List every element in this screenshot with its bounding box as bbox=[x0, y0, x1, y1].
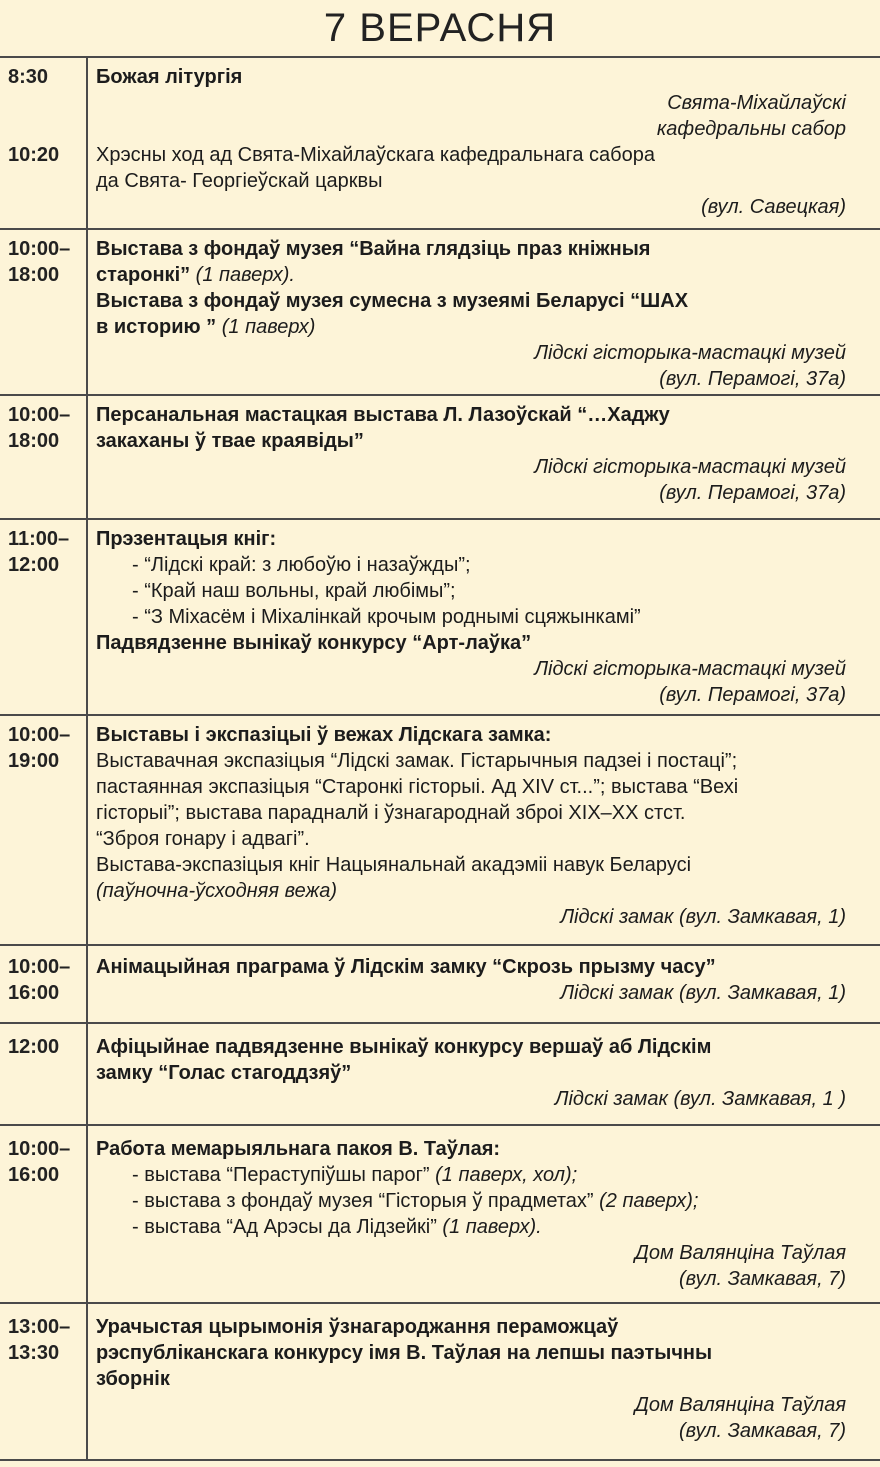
event-time: 10:00– 18:00 bbox=[8, 404, 71, 452]
event-content bbox=[96, 402, 846, 506]
event-row-taulay-award bbox=[0, 1304, 880, 1461]
event-content bbox=[96, 1034, 846, 1112]
event-content bbox=[96, 526, 846, 708]
event-title: Анімацыйная праграма ў Лідскім замку “Скрозь прызму часу” bbox=[96, 956, 716, 978]
event-time: 11:00– 12:00 bbox=[8, 528, 70, 576]
event-time: 10:00– 16:00 bbox=[8, 1138, 71, 1186]
event-row-book-presentation bbox=[0, 520, 880, 716]
event-title: зборнік bbox=[96, 1368, 170, 1390]
event-content bbox=[96, 954, 846, 1006]
event-row-animation bbox=[0, 946, 880, 1024]
event-text: гісторыі”; выстава парадналй і ўзнагароднай зброі XIX–XX стст. bbox=[96, 802, 686, 824]
list-item: - “Лідскі край: з любоўю і назаўжды”; bbox=[132, 554, 471, 576]
event-text: пастаянная экспазіцыя “Старонкі гісторыі. Ад XIV ст...”; выстава “Вехі bbox=[96, 776, 739, 798]
event-venue: Дом Валянціна Таўлая bbox=[634, 1394, 846, 1416]
event-location-note: (паўночна-ўсходняя вежа) bbox=[96, 880, 338, 902]
event-address: (вул. Замкавая, 7) bbox=[679, 1420, 846, 1442]
event-venue: Лідскі замак (вул. Замкавая, 1) bbox=[560, 982, 846, 1004]
event-time: 8:30 10:20 bbox=[8, 66, 60, 166]
event-row-poetry-results bbox=[0, 1024, 880, 1126]
event-floor: (1 паверх). bbox=[436, 1216, 542, 1238]
event-venue: Дом Валянціна Таўлая bbox=[634, 1242, 846, 1264]
event-venue: Свята-Міхайлаўскі bbox=[667, 92, 846, 114]
event-content bbox=[96, 1136, 846, 1292]
event-text: Выставачная экспазіцыя “Лідскі замак. Гістарычныя падзеі і постаці”; bbox=[96, 750, 738, 772]
event-title: в историю ” bbox=[96, 316, 217, 338]
event-title: Божая літургія bbox=[96, 66, 243, 88]
list-item: - “З Міхасём і Міхалінкай крочым роднымі сцяжынкамі” bbox=[132, 606, 641, 628]
event-title: Выстава з фондаў музея сумесна з музеямі Беларусі “ШАХ bbox=[96, 290, 689, 312]
event-text: Хрэсны ход ад Свята-Міхайлаўскага кафедральнага сабора bbox=[96, 144, 655, 166]
list-item: - “Край наш вольны, край любімы”; bbox=[132, 580, 456, 602]
event-address: (вул. Замкавая, 7) bbox=[679, 1268, 846, 1290]
event-row-exhibition-war bbox=[0, 230, 880, 396]
page-title: 7 ВЕРАСНЯ bbox=[0, 0, 880, 58]
event-content bbox=[96, 1314, 846, 1444]
event-text: да Свята- Георгіеўскай царквы bbox=[96, 170, 383, 192]
event-venue: кафедральны сабор bbox=[656, 118, 846, 140]
event-title: замку “Голас стагоддзяў” bbox=[96, 1062, 352, 1084]
event-row-taulay-room bbox=[0, 1126, 880, 1304]
event-address: (вул. Перамогі, 37а) bbox=[659, 368, 846, 390]
event-title: Выстава з фондаў музея “Вайна глядзіць праз кніжныя bbox=[96, 238, 651, 260]
event-time: 10:00– 18:00 bbox=[8, 238, 71, 286]
event-floor: (1 паверх). bbox=[190, 264, 295, 286]
event-row-liturgy bbox=[0, 58, 880, 230]
event-content bbox=[96, 722, 846, 930]
event-address: (вул. Перамогі, 37а) bbox=[659, 684, 846, 706]
event-row-castle-exhibitions bbox=[0, 716, 880, 946]
event-content bbox=[96, 64, 846, 220]
event-title: Урачыстая цырымонія ўзнагароджання пераможцаў bbox=[96, 1316, 619, 1338]
event-floor: (1 паверх) bbox=[216, 316, 316, 338]
event-title: закаханы ў твае краявіды” bbox=[96, 430, 364, 452]
event-venue: Лідскі гісторыка-мастацкі музей bbox=[534, 456, 846, 478]
event-time: 12:00 bbox=[8, 1036, 60, 1058]
event-address: (вул. Перамогі, 37а) bbox=[659, 482, 846, 504]
event-title: старонкі” bbox=[96, 264, 191, 286]
event-venue: Лідскі замак (вул. Замкавая, 1 ) bbox=[554, 1088, 846, 1110]
event-title: Афіцыйнае падвядзенне вынікаў конкурсу вершаў аб Лідскім bbox=[96, 1036, 712, 1058]
event-address: (вул. Савецкая) bbox=[701, 196, 846, 218]
list-item: - выстава “Пераступіўшы парог” (1 паверх, хол); bbox=[132, 1164, 578, 1186]
event-title: Персанальная мастацкая выстава Л. Лазоўскай “…Хаджу bbox=[96, 404, 670, 426]
event-title: Выставы і экспазіцыі ў вежах Лідскага замка: bbox=[96, 724, 552, 746]
event-row-lazouskaya bbox=[0, 396, 880, 520]
event-title: рэспубліканскага конкурсу імя В. Таўлая на лепшы паэтычны bbox=[96, 1342, 713, 1364]
event-floor: (1 паверх, хол); bbox=[429, 1164, 578, 1186]
event-time: 10:00– 16:00 bbox=[8, 956, 71, 1004]
event-venue: Лідскі гісторыка-мастацкі музей bbox=[534, 342, 846, 364]
list-item: - выстава “Ад Арэсы да Лідзейкі” (1 паверх). bbox=[132, 1216, 542, 1238]
event-title: Падвядзенне вынікаў конкурсу “Арт-лаўка” bbox=[96, 632, 532, 654]
event-time: 10:00– 19:00 bbox=[8, 724, 71, 772]
event-text: Выстава-экспазіцыя кніг Нацыянальнай акадэміі навук Беларусі bbox=[96, 854, 692, 876]
list-item: - выстава з фондаў музея “Гісторыя ў прадметах” (2 паверх); bbox=[132, 1190, 699, 1212]
event-venue: Лідскі гісторыка-мастацкі музей bbox=[534, 658, 846, 680]
event-venue: Лідскі замак (вул. Замкавая, 1) bbox=[560, 906, 846, 928]
event-title: Прэзентацыя кніг: bbox=[96, 528, 277, 550]
event-content bbox=[96, 236, 846, 392]
event-floor: (2 паверх); bbox=[593, 1190, 699, 1212]
event-title: Работа мемарыяльнага пакоя В. Таўлая: bbox=[96, 1138, 501, 1160]
event-time: 13:00– 13:30 bbox=[8, 1316, 71, 1364]
event-text: “Зброя гонару і адвагі”. bbox=[96, 828, 310, 850]
